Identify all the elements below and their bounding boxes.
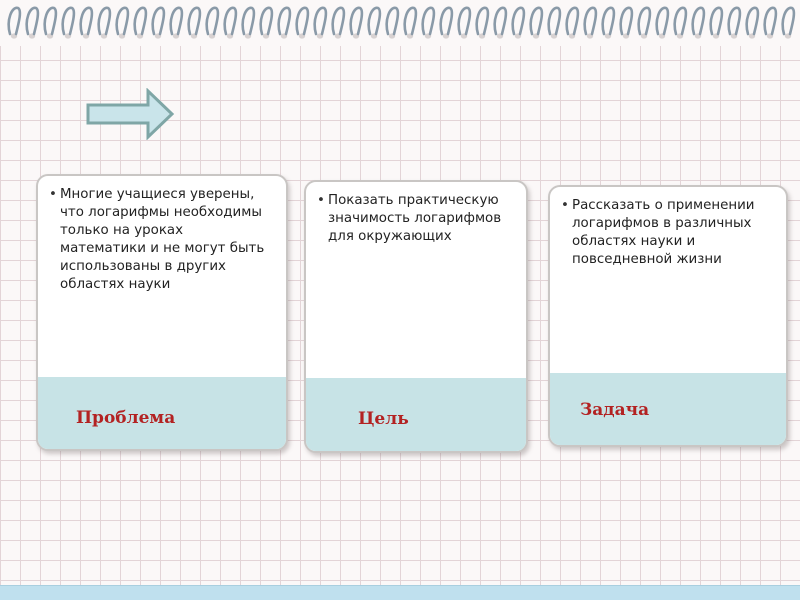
task-card xyxy=(548,185,788,447)
task-text: • Рассказать о применении логарифмов в различных областях науки и повседневной жизни xyxy=(572,197,772,269)
right-arrow-icon xyxy=(84,88,176,140)
goal-label: Цель xyxy=(358,409,409,429)
goal-text: • Показать практическую значимость логарифмов для окружающих xyxy=(328,192,512,246)
problem-label: Проблема xyxy=(76,408,176,428)
goal-card xyxy=(304,180,528,453)
task-label: Задача xyxy=(580,400,650,420)
bottom-strip xyxy=(0,585,800,600)
problem-text-block xyxy=(38,176,286,294)
problem-card xyxy=(36,174,288,451)
goal-label-band xyxy=(306,378,526,451)
spiral-band xyxy=(0,0,800,46)
task-text-block xyxy=(550,187,786,269)
goal-text-block xyxy=(306,182,526,246)
problem-text: • Многие учащиеся уверены, что логарифмы необходимы только на уроках математики и не могут быть использованы в других областях науки xyxy=(60,186,272,294)
notebook-spiral-binding xyxy=(0,0,800,46)
